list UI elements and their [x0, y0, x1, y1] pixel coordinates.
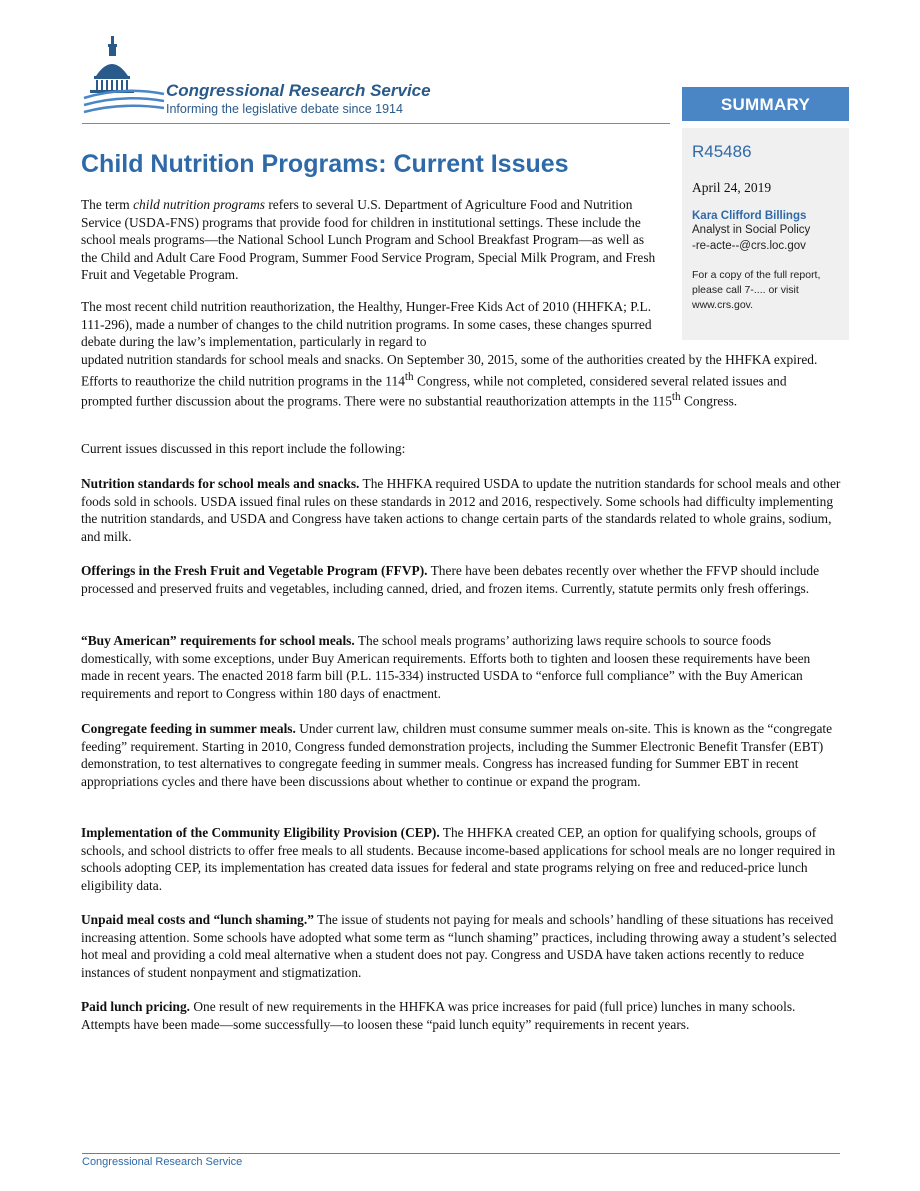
issue-heading: Congregate feeding in summer meals.: [81, 721, 296, 736]
intro-text-start: The term: [81, 197, 134, 212]
author-name: Kara Clifford Billings: [692, 210, 807, 222]
issue-body: One result of new requirements in the HHFKA was price increases for paid (full price) lunches in many schools. Attempts have been made—some successfully—to loosen these “paid lunch equity” requirements in recent years.: [81, 999, 796, 1032]
issue-body: Under current law, children must consume summer meals on-site. This is known as the “congregate feeding” requirement. Starting in 2010, Congress funded demonstration projects, including the Summer Electronic Benefit Transfer (EBT) demonstration, to test alternatives to congregate feeding in summer meals. Congress has increased funding for Summer EBT in recent appropriations cycles and there have been discussions about whether to continue or expand the program.: [81, 721, 833, 789]
reauthorization-paragraph-end: [81, 351, 841, 410]
issue-body: The HHFKA created CEP, an option for qualifying schools, groups of schools, and school districts to offer free meals to all students. Because income-based applications for school meals are no longer required in schools adopting CEP, its implementation has created data issues for federal and state programs relying on free and reduced-price lunch eligibility data.: [81, 825, 836, 893]
issue-body: There have been debates recently over whether the FFVP should include processed and preserved fruits and vegetables, including canned, dried, and frozen items. Currently, statute permits only fresh offerings.: [81, 563, 820, 596]
issue-paragraph: [81, 720, 841, 790]
org-tagline: Informing the legislative debate since 1914: [166, 102, 403, 116]
header-divider: [82, 123, 670, 124]
crs-logo[interactable]: [82, 34, 482, 124]
issue-paragraph: [81, 824, 841, 894]
issue-body: The school meals programs’ authorizing laws require schools to source foods domestically, with some exceptions, under Buy American requirements. Efforts both to tighten and loosen these requirements have been made in recent years. The enacted 2018 farm bill (P.L. 115-334) instructed USDA to “enforce full compliance” with the Buy American requirements and report to Congress within 180 days of enactment.: [81, 633, 811, 701]
issue-heading: Implementation of the Community Eligibility Provision (CEP).: [81, 825, 440, 840]
intro-paragraph: [81, 196, 661, 284]
reauth-text-a: updated nutrition standards for school meals and snacks. On September 30, 2015, some of the authorities created by the HHFKA expired. Efforts to reauthorize the child nutrition programs in the 114: [81, 352, 818, 388]
summary-label: SUMMARY: [682, 87, 849, 121]
report-date: April 24, 2019: [692, 180, 772, 195]
issue-body: The HHFKA required USDA to update the nutrition standards for school meals and other foods sold in schools. USDA issued final rules on these standards in 2012 and 2016, respectively. Some schools had difficulty implementing the nutrition standards, and USDA and Congress have taken actions to change certain parts of the standards related to whole grains, sodium, and milk.: [81, 476, 841, 544]
issue-paragraph: [81, 911, 841, 981]
issue-heading: Offerings in the Fresh Fruit and Vegetable Program (FFVP).: [81, 563, 428, 578]
intro-text-end: refers to several U.S. Department of Agriculture Food and Nutrition Service (USDA-FNS) programs that provide food for children in institutional settings. These include the school meals programs—the National School Lunch Program and School Breakfast Program—as well as the Child and Adult Care Food Program, Summer Food Service Program, Special Milk Program, and Fresh Fruit and Vegetable Program.: [81, 197, 656, 282]
summary-sidebar: [682, 128, 849, 340]
copy-note: For a copy of the full report, please call 7-.... or visit www.crs.gov.: [692, 269, 821, 311]
reauth-text-c: Congress.: [680, 393, 738, 409]
issues-intro: Current issues discussed in this report include the following:: [81, 441, 406, 456]
reauth-superscript-1: th: [404, 370, 414, 383]
issue-heading: “Buy American” requirements for school meals.: [81, 633, 355, 648]
report-id: R45486: [692, 142, 752, 161]
capitol-dome-icon: [82, 34, 166, 124]
author-title: Analyst in Social Policy: [692, 224, 811, 236]
issue-body: The issue of students not paying for meals and schools’ handling of these situations has received increasing attention. Some schools have adopted what some term as “lunch shaming” practices, including throwing away a student’s selected hot meal and providing a cold meal alternative when a student does not pay. Congress and USDA have taken actions recently to reduce instances of student nonpayment and stigmatization.: [81, 912, 837, 980]
issue-heading: Unpaid meal costs and “lunch shaming.”: [81, 912, 314, 927]
issue-paragraph: [81, 562, 841, 597]
issue-paragraph: [81, 632, 841, 702]
footer-divider: [82, 1153, 840, 1154]
intro-term: child nutrition programs: [133, 197, 265, 212]
issue-heading: Paid lunch pricing.: [81, 999, 191, 1014]
org-name: Congressional Research Service: [166, 81, 431, 100]
issue-paragraph: [81, 475, 841, 545]
author-email[interactable]: -re-acte--@crs.loc.gov: [692, 240, 806, 252]
page-title: Child Nutrition Programs: Current Issues: [81, 150, 569, 178]
reauth-text-b: Congress, while not completed, considered several related issues and prompted further discussion about the programs. There were no substantial reauthorization attempts in the 115: [81, 372, 787, 409]
reauth-superscript-2: th: [671, 391, 681, 404]
issue-heading: Nutrition standards for school meals and snacks.: [81, 476, 360, 491]
footer-text: Congressional Research Service: [82, 1156, 243, 1168]
issue-paragraph: [81, 998, 841, 1033]
reauthorization-paragraph-start: The most recent child nutrition reauthorization, the Healthy, Hunger-Free Kids Act of 2010 (HHFKA; P.L. 111-296), made a number of changes to the child nutrition programs. In some cases, these changes spurred debate during the law’s implementation, particularly in regard to: [81, 299, 652, 349]
